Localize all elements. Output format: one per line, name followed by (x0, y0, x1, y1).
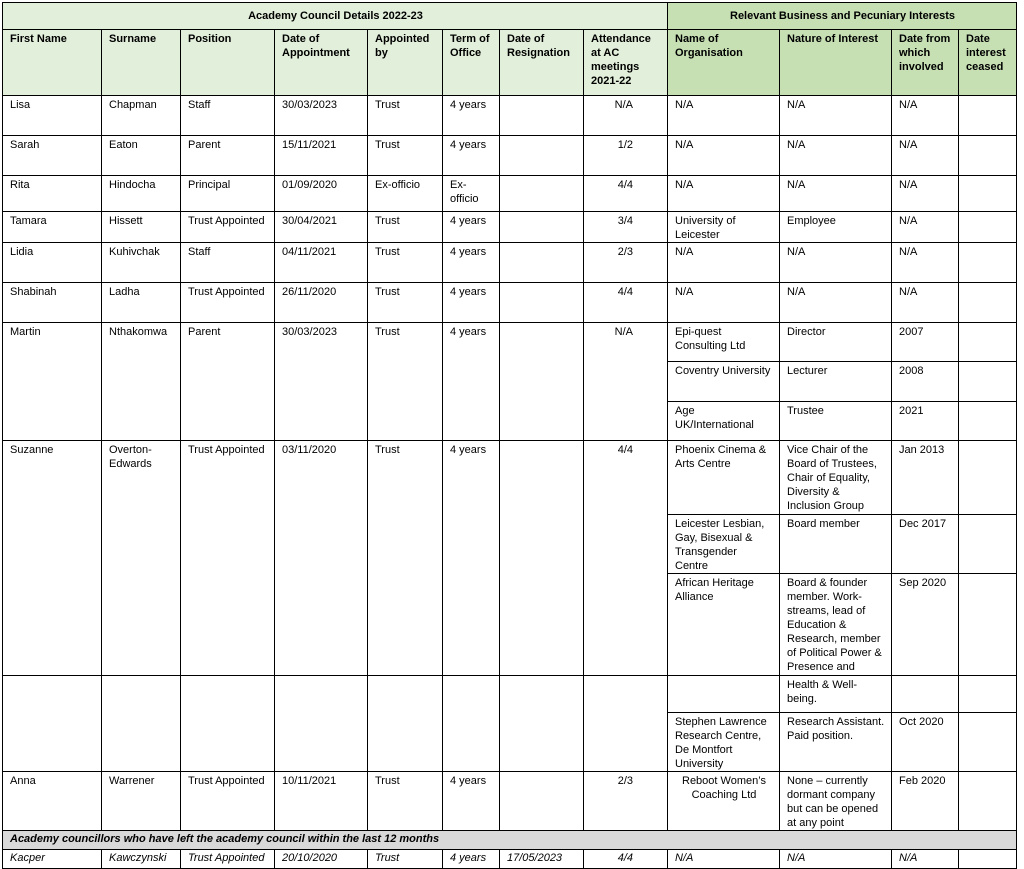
appointment-date-cell: 26/11/2020 (275, 283, 368, 323)
organisation-cell: N/A (668, 96, 780, 136)
position-cell: Trust Appointed (181, 850, 275, 869)
date-ceased-cell (959, 136, 1017, 176)
organisation-cell: N/A (668, 176, 780, 212)
appointment-date-cell: 10/11/2021 (275, 772, 368, 831)
organisation-cell: N/A (668, 243, 780, 283)
date-ceased-header: Date interest ceased (959, 30, 1017, 96)
attendance-cell: 4/4 (584, 441, 668, 676)
nature-of-interest-cell: Research Assistant. Paid position. (780, 713, 892, 772)
date-from-cell: N/A (892, 136, 959, 176)
first-name-cell: Tamara (3, 212, 102, 243)
position-cell: Staff (181, 243, 275, 283)
appointed-by-cell: Trust (368, 323, 443, 441)
position-cell: Staff (181, 96, 275, 136)
appointed-by-cell: Trust (368, 136, 443, 176)
nature-of-interest-cell: N/A (780, 850, 892, 869)
date-ceased-cell (959, 323, 1017, 362)
organisation-cell: Age UK/International (668, 402, 780, 441)
name-of-organisation-header: Name of Organisation (668, 30, 780, 96)
section-row (3, 831, 1017, 850)
surname-cell: Kawczynski (102, 850, 181, 869)
term-cell: 4 years (443, 283, 500, 323)
date-from-cell: N/A (892, 212, 959, 243)
attendance-cell: 1/2 (584, 136, 668, 176)
date-from-cell: 2008 (892, 362, 959, 402)
table-row (3, 772, 1017, 831)
nature-of-interest-cell: Board & founder member. Work-streams, lead of Education & Research, member of Political Power & Presence and (780, 574, 892, 676)
date-from-cell: N/A (892, 176, 959, 212)
attendance-header: Attendance at AC meetings 2021-22 (584, 30, 668, 96)
organisation-cell: University of Leicester (668, 212, 780, 243)
term-cell: 4 years (443, 96, 500, 136)
organisation-cell: Stephen Lawrence Research Centre, De Montfort University (668, 713, 780, 772)
date-from-cell: Oct 2020 (892, 713, 959, 772)
organisation-cell: Phoenix Cinema & Arts Centre (668, 441, 780, 515)
appointment-date-cell: 15/11/2021 (275, 136, 368, 176)
attendance-cell: 4/4 (584, 850, 668, 869)
academy-council-table (2, 2, 1017, 869)
nature-of-interest-cell: Director (780, 323, 892, 362)
term-cell: 4 years (443, 323, 500, 441)
date-from-cell: N/A (892, 283, 959, 323)
first-name-cell: Kacper (3, 850, 102, 869)
position-cell: Trust Appointed (181, 283, 275, 323)
date-of-resignation-header: Date of Resignation (500, 30, 584, 96)
surname-cell: Nthakomwa (102, 323, 181, 441)
nature-of-interest-cell: Employee (780, 212, 892, 243)
academy-council-details-heading: Academy Council Details 2022-23 (3, 3, 668, 30)
first-name-cell: Suzanne (3, 441, 102, 676)
resignation-date-cell (500, 676, 584, 772)
table-row (3, 212, 1017, 243)
date-from-cell: Jan 2013 (892, 441, 959, 515)
organisation-cell: N/A (668, 850, 780, 869)
resignation-date-cell (500, 283, 584, 323)
organisation-cell: N/A (668, 136, 780, 176)
position-cell (181, 676, 275, 772)
organisation-cell: African Heritage Alliance (668, 574, 780, 676)
first-name-cell: Lidia (3, 243, 102, 283)
appointment-date-cell: 03/11/2020 (275, 441, 368, 676)
nature-of-interest-cell: N/A (780, 243, 892, 283)
appointed-by-cell: Ex-officio (368, 176, 443, 212)
date-ceased-cell (959, 515, 1017, 574)
table-row (3, 283, 1017, 323)
date-ceased-cell (959, 362, 1017, 402)
date-ceased-cell (959, 850, 1017, 869)
first-name-cell: Rita (3, 176, 102, 212)
organisation-cell: N/A (668, 283, 780, 323)
date-from-cell: 2007 (892, 323, 959, 362)
date-ceased-cell (959, 402, 1017, 441)
table-row (3, 323, 1017, 362)
date-ceased-cell (959, 713, 1017, 772)
date-from-cell: N/A (892, 243, 959, 283)
appointment-date-cell: 20/10/2020 (275, 850, 368, 869)
surname-cell: Warrener (102, 772, 181, 831)
attendance-cell (584, 676, 668, 772)
nature-of-interest-cell: N/A (780, 283, 892, 323)
date-ceased-cell (959, 243, 1017, 283)
position-header: Position (181, 30, 275, 96)
appointed-by-cell: Trust (368, 243, 443, 283)
date-ceased-cell (959, 441, 1017, 515)
appointment-date-cell: 04/11/2021 (275, 243, 368, 283)
term-cell: 4 years (443, 243, 500, 283)
nature-of-interest-cell: None – currently dormant company but can be opened at any point (780, 772, 892, 831)
date-of-appointment-header: Date of Appointment (275, 30, 368, 96)
position-cell: Trust Appointed (181, 212, 275, 243)
appointment-date-cell: 30/04/2021 (275, 212, 368, 243)
position-cell: Trust Appointed (181, 441, 275, 676)
date-ceased-cell (959, 283, 1017, 323)
nature-of-interest-cell: Trustee (780, 402, 892, 441)
attendance-cell: 4/4 (584, 176, 668, 212)
resignation-date-cell (500, 323, 584, 441)
appointed-by-cell (368, 676, 443, 772)
appointment-date-cell: 01/09/2020 (275, 176, 368, 212)
surname-header: Surname (102, 30, 181, 96)
term-cell: Ex-officio (443, 176, 500, 212)
organisation-cell: Epi-quest Consulting Ltd (668, 323, 780, 362)
table-row (3, 676, 1017, 713)
nature-of-interest-cell: Lecturer (780, 362, 892, 402)
term-cell: 4 years (443, 136, 500, 176)
appointed-by-cell: Trust (368, 850, 443, 869)
attendance-cell: N/A (584, 96, 668, 136)
nature-of-interest-cell: N/A (780, 136, 892, 176)
table-row (3, 850, 1017, 869)
date-from-cell: N/A (892, 850, 959, 869)
table-row (3, 441, 1017, 515)
first-name-cell (3, 676, 102, 772)
first-name-cell: Lisa (3, 96, 102, 136)
date-from-cell: Feb 2020 (892, 772, 959, 831)
surname-cell: Hindocha (102, 176, 181, 212)
resignation-date-cell: 17/05/2023 (500, 850, 584, 869)
organisation-cell (668, 676, 780, 713)
surname-cell: Ladha (102, 283, 181, 323)
resignation-date-cell (500, 212, 584, 243)
resignation-date-cell (500, 136, 584, 176)
first-name-cell: Sarah (3, 136, 102, 176)
appointed-by-cell: Trust (368, 212, 443, 243)
nature-of-interest-header: Nature of Interest (780, 30, 892, 96)
first-name-cell: Shabinah (3, 283, 102, 323)
attendance-cell: N/A (584, 323, 668, 441)
appointed-by-cell: Trust (368, 772, 443, 831)
table-row (3, 136, 1017, 176)
organisation-cell: Coventry University (668, 362, 780, 402)
date-from-cell: Sep 2020 (892, 574, 959, 676)
date-ceased-cell (959, 176, 1017, 212)
appointed-by-cell: Trust (368, 441, 443, 676)
position-cell: Parent (181, 136, 275, 176)
surname-cell: Eaton (102, 136, 181, 176)
date-from-cell (892, 676, 959, 713)
attendance-cell: 3/4 (584, 212, 668, 243)
nature-of-interest-cell: N/A (780, 96, 892, 136)
appointment-date-cell (275, 676, 368, 772)
date-ceased-cell (959, 574, 1017, 676)
attendance-cell: 4/4 (584, 283, 668, 323)
position-cell: Principal (181, 176, 275, 212)
left-councillors-section-title: Academy councillors who have left the academy council within the last 12 months (3, 831, 1017, 850)
resignation-date-cell (500, 176, 584, 212)
surname-cell: Hissett (102, 212, 181, 243)
first-name-cell: Martin (3, 323, 102, 441)
date-ceased-cell (959, 772, 1017, 831)
table-row (3, 96, 1017, 136)
resignation-date-cell (500, 96, 584, 136)
nature-of-interest-cell: Health & Well-being. (780, 676, 892, 713)
resignation-date-cell (500, 243, 584, 283)
date-from-cell: Dec 2017 (892, 515, 959, 574)
nature-of-interest-cell: Vice Chair of the Board of Trustees, Chair of Equality, Diversity & Inclusion Group (780, 441, 892, 515)
term-cell: 4 years (443, 441, 500, 676)
date-ceased-cell (959, 212, 1017, 243)
surname-cell (102, 676, 181, 772)
date-ceased-cell (959, 96, 1017, 136)
position-cell: Trust Appointed (181, 772, 275, 831)
nature-of-interest-cell: Board member (780, 515, 892, 574)
appointed-by-header: Appointed by (368, 30, 443, 96)
resignation-date-cell (500, 441, 584, 676)
date-ceased-cell (959, 676, 1017, 713)
table-row (3, 176, 1017, 212)
term-cell: 4 years (443, 212, 500, 243)
term-of-office-header: Term of Office (443, 30, 500, 96)
appointment-date-cell: 30/03/2023 (275, 96, 368, 136)
surname-cell: Chapman (102, 96, 181, 136)
organisation-cell: Leicester Lesbian, Gay, Bisexual & Transgender Centre (668, 515, 780, 574)
term-cell (443, 676, 500, 772)
term-cell: 4 years (443, 850, 500, 869)
date-from-header: Date from which involved (892, 30, 959, 96)
attendance-cell: 2/3 (584, 772, 668, 831)
date-from-cell: N/A (892, 96, 959, 136)
appointment-date-cell: 30/03/2023 (275, 323, 368, 441)
appointed-by-cell: Trust (368, 96, 443, 136)
attendance-cell: 2/3 (584, 243, 668, 283)
resignation-date-cell (500, 772, 584, 831)
first-name-cell: Anna (3, 772, 102, 831)
term-cell: 4 years (443, 772, 500, 831)
table-row (3, 243, 1017, 283)
appointed-by-cell: Trust (368, 283, 443, 323)
first-name-header: First Name (3, 30, 102, 96)
surname-cell: Kuhivchak (102, 243, 181, 283)
position-cell: Parent (181, 323, 275, 441)
surname-cell: Overton-Edwards (102, 441, 181, 676)
organisation-cell: Reboot Women’s Coaching Ltd (668, 772, 780, 831)
date-from-cell: 2021 (892, 402, 959, 441)
business-interests-heading: Relevant Business and Pecuniary Interests (668, 3, 1017, 30)
nature-of-interest-cell: N/A (780, 176, 892, 212)
